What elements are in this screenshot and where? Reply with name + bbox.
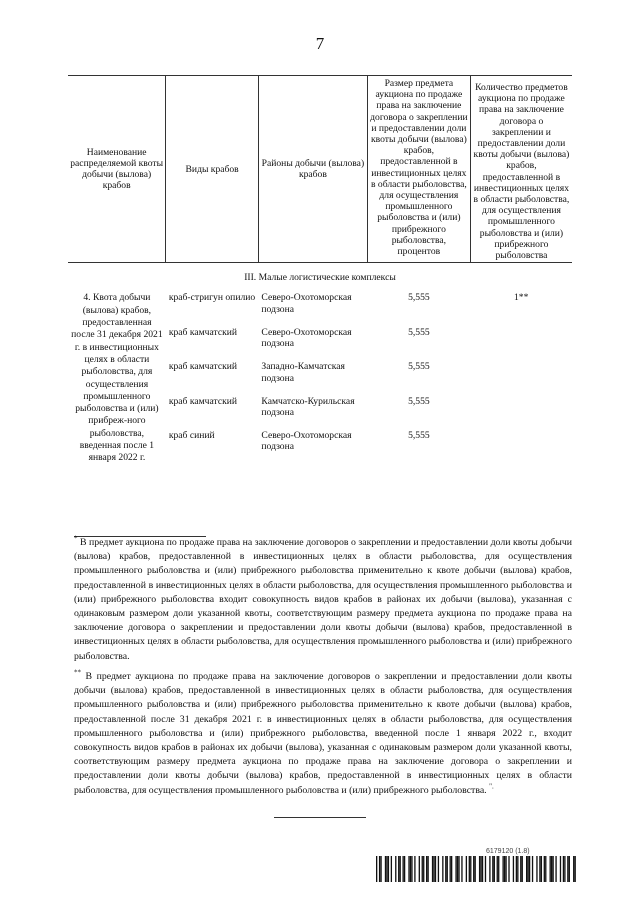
fishing-area-cell: Северо-Охотоморская подзона	[261, 430, 352, 453]
quota-name-cell: 4. Квота добычи (вылова) крабов, предоставленная после 31 декабря 2021 г. в инвестиционных целях в области рыболовства, для осуществления промышленного рыболовства и (или) прибреж-ного рыболовства, введенная после 1 января 2022 г.	[71, 292, 163, 464]
barcode-bar	[527, 856, 528, 882]
barcode-bar	[466, 856, 467, 882]
barcode-bar	[455, 856, 456, 882]
barcode-bar	[469, 856, 470, 882]
barcode-bar	[504, 856, 505, 882]
barcode-bar	[386, 856, 387, 882]
auction-count-cell: 1**	[513, 292, 529, 304]
barcode-bar	[494, 856, 495, 882]
footnote-2-end: ".	[489, 782, 494, 791]
crab-species-cell: краб синий	[168, 430, 215, 442]
barcode-bar	[426, 856, 427, 882]
barcode-bar	[398, 856, 399, 882]
barcode-bar	[450, 856, 451, 882]
barcode-bar	[395, 856, 396, 882]
barcode-bar	[505, 856, 506, 882]
barcode-bar	[458, 856, 459, 882]
barcode-bar	[391, 856, 392, 882]
header-auction-count: Количество предметов аукциона по продаже права на заключение договора о закреплении и предоставлении доли квоты добычи (вылова) крабов, предоставленной в инвестиционных целях в области рыболовства, для осуществления промышленного рыболовства и (или) прибрежного рыболовства	[470, 76, 572, 263]
barcode-bar	[423, 856, 424, 882]
barcode-bar	[451, 856, 452, 882]
barcode-bar	[522, 856, 523, 882]
auction-size-cell: 5,555	[408, 361, 430, 373]
barcode-bar	[408, 856, 409, 882]
barcode-bar	[532, 856, 533, 882]
crab-species-cell: краб камчатский	[168, 361, 238, 373]
closing-rule	[274, 817, 366, 818]
barcode-bar	[402, 856, 403, 882]
footnote-2-text: В предмет аукциона по продаже права на заключение договоров о закреплении и предоставлении доли квоты добычи (вылова) крабов, предоставленной в инвестиционных целях в области рыболовства, для осуществления промышленного рыболовства и (или) прибрежного рыболовства применительно к квоте добычи (вылова) крабов, предоставленной после 31 декабря 2021 г. в инвестиционных целях в области рыболовства, для осуществления промышленного рыболовства и (или) прибрежного рыболовства, введенной после 1 января 2022 г., входит совокупность видов крабов в районах их добычи (вылова), указанная с одинаковым размером доли указанной квоты, соответствующим размеру предмета аукциона по продаже права на заключение договора о закреплении и предоставлении доли квоты добычи (вылова) крабов, предоставленной в инвестиционных целях в области рыболовства, для осуществления промышленного рыболовства и (или) прибрежного рыболовства.	[74, 671, 572, 796]
barcode-bar	[567, 856, 568, 882]
barcode-bar	[457, 856, 458, 882]
crab-species-cell: краб-стригун опилио	[168, 292, 256, 304]
barcode-bar	[520, 856, 521, 882]
auction-size-cell: 5,555	[408, 292, 430, 304]
barcode-bar	[550, 856, 551, 882]
barcode-bar	[435, 856, 436, 882]
fishing-area-cell: Северо-Охотоморская подзона	[261, 326, 352, 350]
barcode-bar	[545, 856, 546, 882]
header-fishing-areas: Районы добычи (вылова) крабов	[258, 76, 367, 263]
barcode-bar	[516, 856, 517, 882]
barcode-bar	[513, 856, 514, 882]
fishing-area-cell: Северо-Охотоморская подзона	[261, 292, 352, 315]
barcode-bar	[379, 856, 380, 882]
footnote-2	[74, 670, 572, 798]
fishing-area-cell: Камчатско-Курильская подзона	[261, 395, 355, 418]
quota-table	[68, 75, 572, 465]
barcode-bar	[564, 856, 565, 882]
barcode-bar	[438, 856, 439, 882]
barcode-bar	[517, 856, 518, 882]
barcode-bar	[411, 856, 412, 882]
barcode-bar	[419, 856, 420, 882]
section-row	[68, 263, 572, 293]
barcode-bar	[414, 856, 415, 882]
barcode-bar	[473, 856, 474, 882]
barcode-bar	[563, 856, 564, 882]
footnote-1-text: В предмет аукциона по продаже права на заключение договоров о закреплении и предоставлении доли квоты добычи (вылова) крабов, предоставленной в инвестиционных целях в области рыболовства, для осуществления промышленного рыболовства и (или) прибрежного рыболовства применительно к квоте добычи (вылова) крабов, предоставленной в инвестиционных целях в области рыболовства, для осуществления промышленного рыболовства и (или) прибрежного рыболовства входит совокупность видов крабов в районах их добычи (вылова), указанная с одинаковым размером доли указанной квоты, соответствующим размеру предмета аукциона по продаже права на заключение договора о закреплении и предоставлении доли квоты добычи (вылова) крабов, предоставленной в инвестиционных целях в области рыболовства, для осуществления промышленного рыболовства и (или) прибрежного рыболовства.	[74, 537, 572, 662]
barcode-bar	[502, 856, 503, 882]
barcode-bar	[479, 856, 480, 882]
header-quota-name: Наименование распределяемой квоты добычи (вылова) крабов	[68, 76, 166, 263]
table-header-row	[68, 76, 572, 263]
barcode-bar	[470, 856, 471, 882]
barcode-bar	[442, 856, 443, 882]
crab-species-cell: краб камчатский	[168, 395, 238, 407]
barcode-bar	[410, 856, 411, 882]
barcode-bar	[569, 856, 570, 882]
barcode-bar	[432, 856, 433, 882]
barcode-bar	[552, 856, 553, 882]
barcode-bar	[498, 856, 499, 882]
fishing-area-cell: Западно-Камчатская подзона	[261, 361, 345, 384]
crab-species-cell: краб камчатский	[168, 326, 238, 338]
header-auction-size: Размер предмета аукциона по продаже права на заключение договора о закреплении и предоставлении доли квоты добычи (вылова) крабов, предоставленной в инвестиционных целях в области рыболовства, для осуществления промышленного рыболовства и (или) прибрежного рыболовства, процентов	[367, 76, 470, 263]
document-code: 6179120 (1.8)	[486, 848, 530, 855]
barcode-bar	[529, 856, 530, 882]
auction-size-cell: 5,555	[408, 395, 430, 407]
footnote-2-mark: **	[74, 668, 81, 677]
auction-size-cell: 5,555	[408, 430, 430, 442]
section-title: III. Малые логистические комплексы	[244, 272, 396, 284]
barcode-bar	[480, 856, 481, 882]
barcode-bar	[376, 856, 377, 882]
barcode-bar	[497, 856, 498, 882]
barcode-bar	[447, 856, 448, 882]
barcode	[376, 856, 576, 882]
barcode-bar	[526, 856, 527, 882]
barcode-bar	[544, 856, 545, 882]
table-row	[68, 292, 572, 326]
barcode-bar	[475, 856, 476, 882]
barcode-bar	[508, 856, 509, 882]
barcode-bar	[555, 856, 556, 882]
barcode-bar	[492, 856, 493, 882]
barcode-bar	[482, 856, 483, 882]
barcode-bar	[461, 856, 462, 882]
barcode-bar	[575, 856, 576, 882]
footnote-1	[74, 536, 572, 664]
barcode-bar	[485, 856, 486, 882]
barcode-bar	[489, 856, 490, 882]
barcode-bar	[427, 856, 428, 882]
barcode-bar	[433, 856, 434, 882]
barcode-bar	[400, 856, 401, 882]
page-number: 7	[315, 34, 325, 53]
barcode-bar	[385, 856, 386, 882]
barcode-bar	[380, 856, 381, 882]
barcode-bar	[388, 856, 389, 882]
barcode-bar	[541, 856, 542, 882]
auction-size-cell: 5,555	[408, 326, 430, 338]
barcode-bar	[536, 856, 537, 882]
footnote-1-mark: *	[74, 534, 78, 543]
barcode-bar	[539, 856, 540, 882]
barcode-bar	[445, 856, 446, 882]
barcode-bar	[560, 856, 561, 882]
barcode-bar	[404, 856, 405, 882]
barcode-bar	[422, 856, 423, 882]
header-crab-species: Виды крабов	[166, 76, 259, 263]
barcode-bar	[573, 856, 574, 882]
barcode-bar	[551, 856, 552, 882]
